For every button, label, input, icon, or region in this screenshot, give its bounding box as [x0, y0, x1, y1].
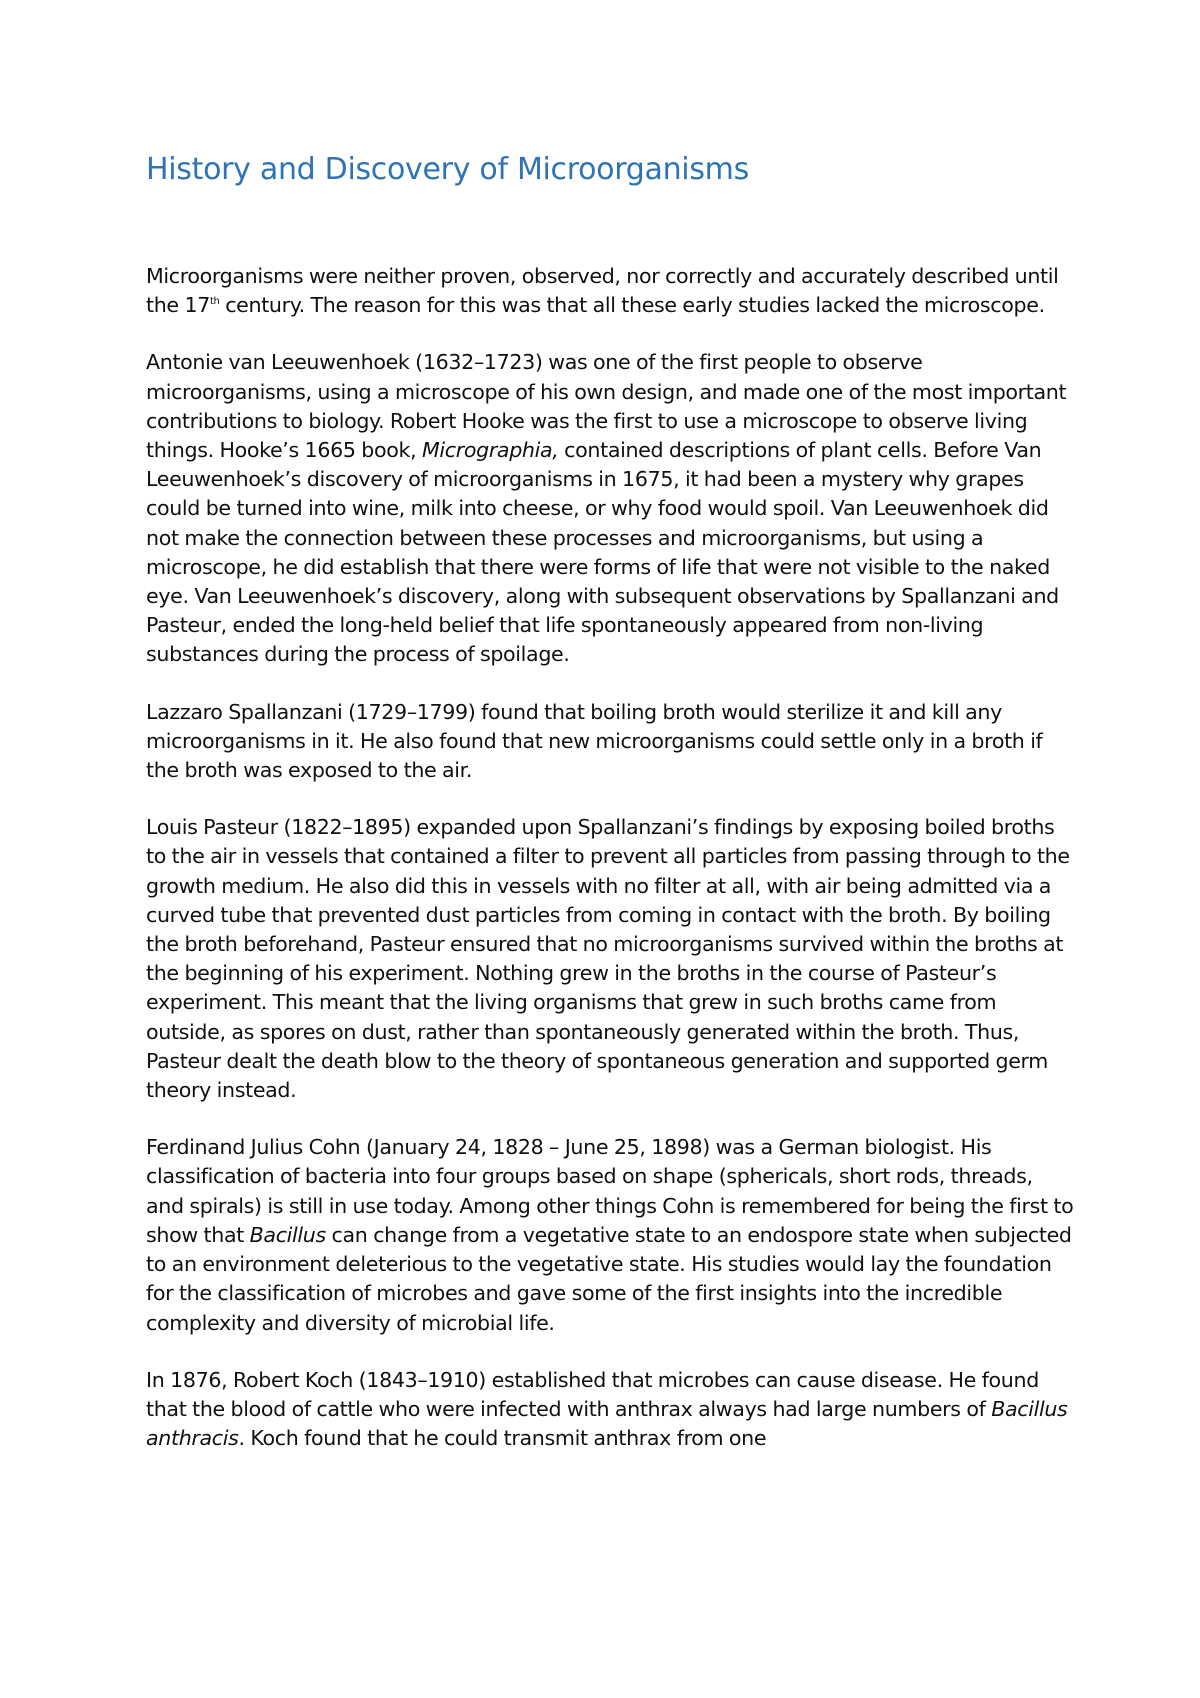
paragraph-pasteur: Louis Pasteur (1822–1895) expanded upon Spallanzani’s findings by exposing boiled broths to the air in vessels that contained a filter to prevent all particles from passing through to the growth medium. He also did this in vessels with no filter at all, with air being admitted via a curved tube that prevented dust particles from coming in contact with the broth. By boiling the broth beforehand, Pasteur ensured that no microorganisms survived within the broths at the beginning of his experiment. Nothing grew in the broths in the course of Pasteur’s experiment. This meant that the living organisms that grew in such broths came from outside, as spores on dust, rather than spontaneously generated within the broth. Thus, Pasteur dealt the death blow to the theory of spontaneous generation and supported germ theory instead. — [146, 815, 1070, 1103]
paragraph-leeuwenhoek-text-a: Antonie van Leeuwenhoek (1632–1723) was one of the first people to observe microorganisms, using a microscope of his own design, and made one of the most important contributions to biology. Robert Hooke was the first to use a microscope to observe living things. Hooke’s 1665 book, — [146, 350, 1067, 463]
paragraph-koch-text-a: In 1876, Robert Koch (1843–1910) established that microbes can cause disease. He found that the blood of cattle who were infected with anthrax always had large numbers of — [146, 1367, 1039, 1421]
document-body — [146, 150, 1076, 1481]
paragraph-koch-text-b: . Koch found that he could transmit anthrax from one — [238, 1426, 767, 1451]
paragraph-intro — [146, 262, 1076, 320]
book-title-micrographia: Micrographia, — [421, 438, 559, 463]
paragraph-leeuwenhoek — [146, 348, 1076, 669]
paragraph-intro-text-b: century. The reason for this was that all these early studies lacked the microscope. — [219, 293, 1045, 318]
paragraph-cohn — [146, 1133, 1076, 1337]
paragraph-intro-text-a: Microorganisms were neither proven, observed, nor correctly and accurately described until the 17 — [146, 264, 1059, 318]
species-bacillus-anthracis: Bacillus anthracis — [146, 1396, 1068, 1451]
paragraph-cohn-text-a: Ferdinand Julius Cohn (January 24, 1828 – June 25, 1898) was a German biologist. His classification of bacteria into four groups based on shape (sphericals, short rods, threads, and spirals) is still in use today. Among other things Cohn is remembered for being the first to show that — [146, 1135, 1074, 1247]
document-title: History and Discovery of Microorganisms — [146, 152, 749, 187]
species-bacillus: Bacillus — [249, 1222, 326, 1247]
paragraph-leeuwenhoek-text-b: contained descriptions of plant cells. Before Van Leeuwenhoek’s discovery of microorganisms in 1675, it had been a mystery why grapes could be turned into wine, milk into cheese, or why food would spoil. Van Leeuwenhoek did not make the connection between these processes and microorganisms, but using a microscope, he did establish that there were forms of life that were not visible to the naked eye. Van Leeuwenhoek’s discovery, along with subsequent observations by Spallanzani and Pasteur, ended the long-held belief that life spontaneously appeared from non-living substances during the process of spoilage. — [146, 438, 1059, 667]
paragraph-koch — [146, 1366, 1076, 1454]
ordinal-superscript: th — [209, 296, 220, 308]
paragraph-cohn-text-b: can change from a vegetative state to an endospore state when subjected to an environment deleterious to the vegetative state. His studies would lay the foundation for the classification of microbes and gave some of the first insights into the incredible complexity and diversity of microbial life. — [146, 1222, 1072, 1335]
paragraph-spallanzani: Lazzaro Spallanzani (1729–1799) found that boiling broth would sterilize it and kill any microorganisms in it. He also found that new microorganisms could settle only in a broth if the broth was exposed to the air. — [146, 699, 1043, 783]
